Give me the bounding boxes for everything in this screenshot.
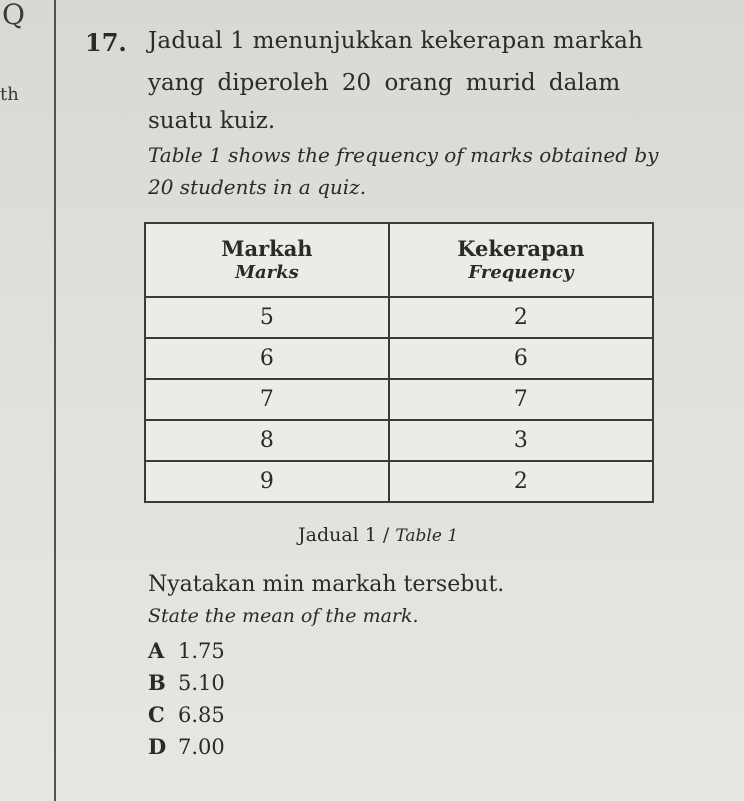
header-english: Frequency [468,261,574,283]
caption-english: Table 1 [395,526,459,546]
answer-option-b[interactable] [148,670,225,695]
cell-frequency: 7 [389,379,653,420]
answer-option-a[interactable] [148,638,225,663]
caption-malay: Jadual 1 / [298,524,390,546]
table-row [145,461,653,502]
page-margin-line [54,0,56,801]
question-text-english: 20 students in a quiz. [148,175,367,199]
cell-mark: 6 [145,338,389,379]
option-value: 6.85 [178,703,225,727]
cell-mark: 5 [145,297,389,338]
option-letter: B [148,670,166,695]
cropped-text-fragment: th [0,84,19,105]
question-number: 17. [85,28,127,57]
cropped-text-fragment: Q [2,0,25,31]
header-marks [145,223,389,297]
header-malay: Markah [221,235,313,261]
table-row [145,420,653,461]
question-text-malay: suatu kuiz. [148,108,276,134]
question-text-malay: yang diperoleh 20 orang murid dalam [148,70,621,96]
table-header-row [145,223,653,297]
cell-frequency: 2 [389,461,653,502]
option-value: 5.10 [178,671,225,695]
table-caption [298,524,458,546]
question-text-english: Table 1 shows the frequency of marks obtained by [148,143,659,167]
option-letter: C [148,702,165,727]
option-value: 1.75 [178,639,225,663]
option-letter: D [148,734,167,759]
table-row [145,379,653,420]
question-text-malay: Jadual 1 menunjukkan kekerapan markah [148,28,644,54]
option-value: 7.00 [178,735,225,759]
cell-frequency: 6 [389,338,653,379]
option-letter: A [148,638,165,663]
prompt-malay: Nyatakan min markah tersebut. [148,572,505,597]
header-frequency [389,223,653,297]
frequency-table [144,222,654,503]
cell-mark: 7 [145,379,389,420]
header-english: Marks [235,261,299,283]
cell-frequency: 2 [389,297,653,338]
answer-option-c[interactable] [148,702,225,727]
cell-frequency: 3 [389,420,653,461]
prompt-english: State the mean of the mark. [148,605,419,627]
header-malay: Kekerapan [457,235,585,261]
table-row [145,297,653,338]
answer-option-d[interactable] [148,734,225,759]
cell-mark: 9 [145,461,389,502]
table-row [145,338,653,379]
cell-mark: 8 [145,420,389,461]
